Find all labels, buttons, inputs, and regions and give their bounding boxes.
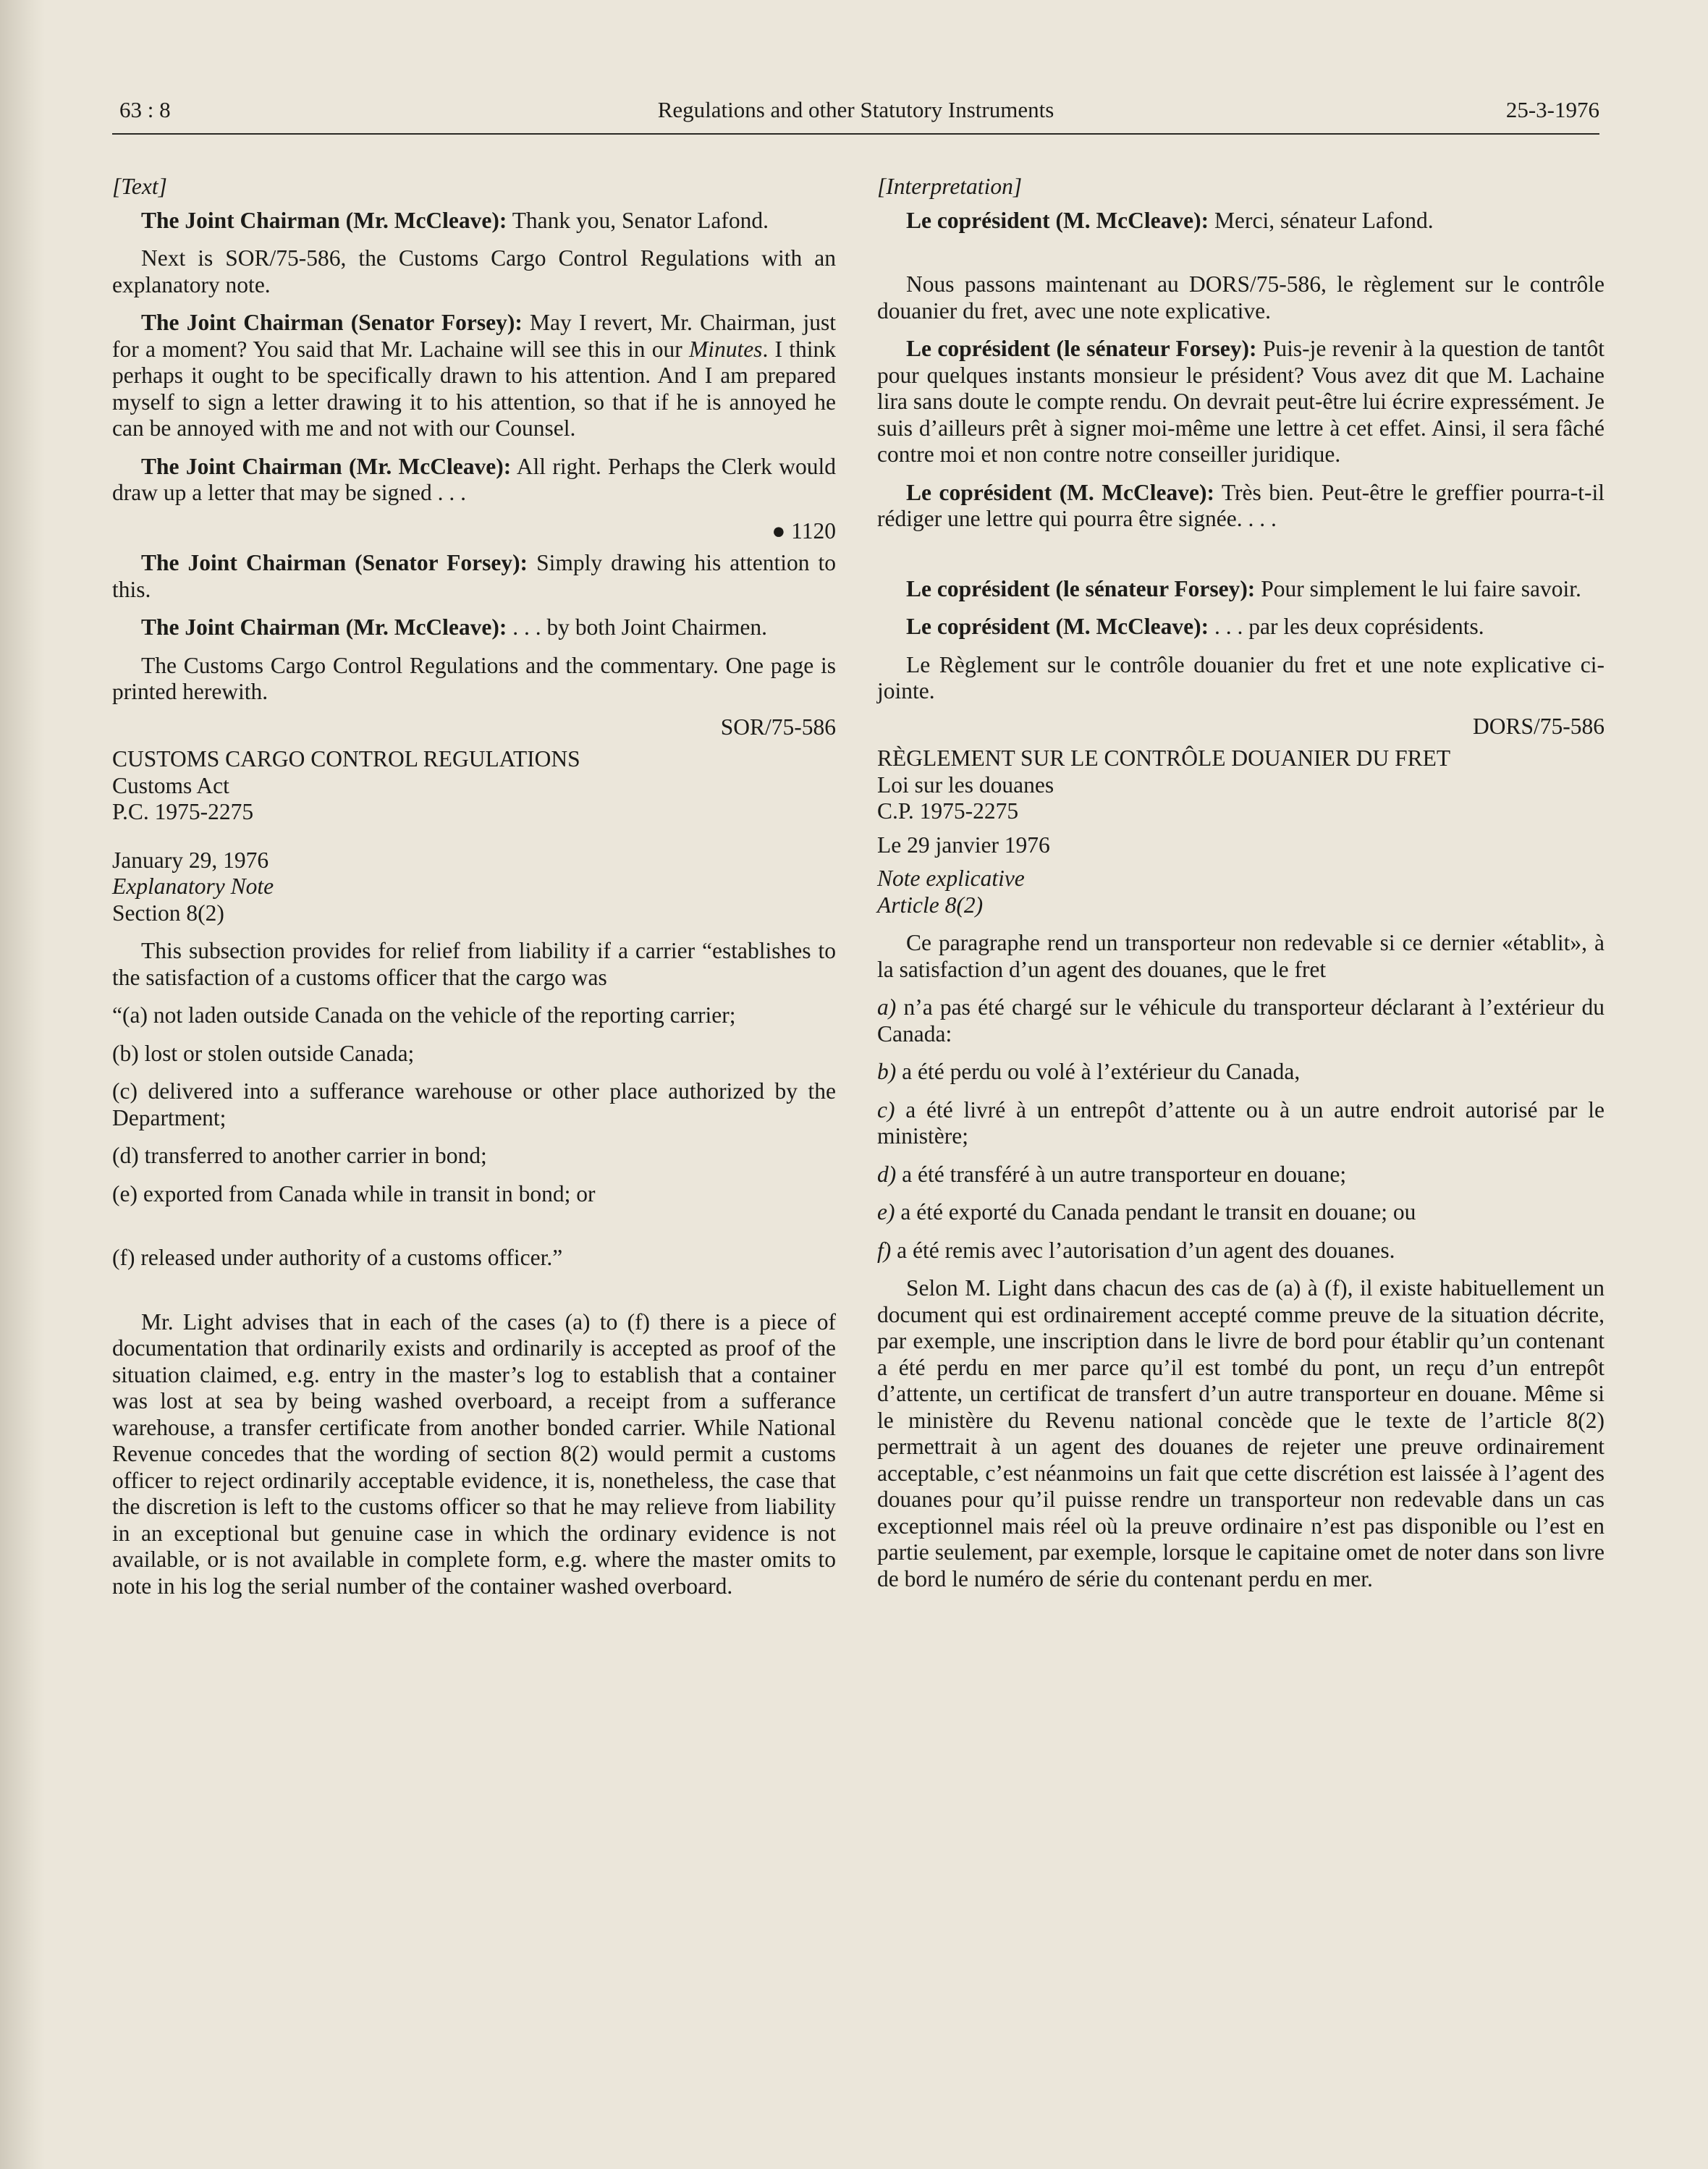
paragraph [112,310,836,442]
list-item [877,1097,1605,1150]
speech-text: All right. Perhaps the Clerk would draw up a letter that may be signed . . . [112,453,836,505]
speech-text: . . . by both Joint Chairmen. [512,614,767,640]
paragraph: Next is SOR/75-586, the Customs Cargo Control Regulations with an explanatory note. [112,245,836,297]
speaker-label: The Joint Chairman (Mr. McCleave): [141,614,507,640]
item-letter: f) [877,1237,892,1263]
item-text: n’a pas été chargé sur le véhicule du transporteur déclarant à l’extérieur du Canada: [877,994,1605,1047]
speaker-label: The Joint Chairman (Mr. McCleave): [141,207,507,233]
list-item [877,1238,1605,1264]
list-item [877,994,1605,1047]
note-label: Note explicative [877,866,1025,891]
page-header [112,97,1599,135]
minutes-italic: Minutes [688,336,763,362]
speech-text: . . . par les deux coprésidents. [1214,614,1484,639]
paragraph: This subsection provides for relief from liability if a carrier “establishes to the satisfaction of a customs officer that the cargo was [112,938,836,990]
list-item [877,1162,1605,1188]
item-text: a été perdu ou volé à l’extérieur du Canada, [896,1059,1301,1084]
speech-text: Très bien. Peut-être le greffier pourra-t-il rédiger une lettre qui pourra être signée. . . . [877,479,1605,531]
paragraph [112,550,836,603]
list-item [877,1059,1605,1086]
section-ref: Article 8(2) [877,892,984,918]
speaker-label: Le coprésident (le sénateur Forsey): [906,336,1257,361]
paragraph [112,208,836,234]
paragraph: Ce paragraphe rend un transporteur non redevable si ce dernier «établit», à la satisfaction d’un agent des douanes, que le fret [877,930,1605,982]
list-item: (b) lost or stolen outside Canada; [112,1040,415,1066]
page-binding-shadow [0,0,45,2169]
paragraph: Le Règlement sur le contrôle douanier du fret et une note explicative ci-jointe. [877,651,1605,703]
paragraph [112,454,836,507]
item-letter: b) [877,1059,897,1084]
item-letter: d) [877,1161,897,1187]
paragraph [877,614,1605,640]
speaker-label: The Joint Chairman (Senator Forsey): [141,550,528,575]
order-in-council: C.P. 1975-2275 [877,798,1019,824]
time-marker: ● 1120 [771,517,836,544]
item-text: a été transféré à un autre transporteur en douane; [896,1161,1347,1187]
item-text: a été livré à un entrepôt d’attente ou à un autre endroit autorisé par le ministère; [877,1096,1605,1149]
regulation-date: January 29, 1976 [112,847,269,873]
item-letter: e) [877,1199,895,1225]
speech-text: Thank you, Senator Lafond. [512,207,769,233]
speech-text: Puis-je revenir à la question de tantôt pour quelques instants monsieur le président? Vous avez dit que M. Lachaine lira sans doute le compte rendu. On devrait peut-être lui écrire expressément. Je suis d’ailleurs prêt à signer moi-même une lettre à cet effet. Ainsi, il sera fâché contre moi et non contre notre conseiller juridique. [877,336,1605,467]
act-name: Customs Act [112,772,229,798]
speaker-label: Le coprésident (M. McCleave): [906,614,1209,639]
text-tag: [Text] [112,174,167,199]
running-title: Regulations and other Statutory Instruments [657,97,1054,122]
paragraph: Selon M. Light dans chacun des cas de (a) à (f), il existe habituellement un document qui est ordinairement accepté comme preuve de la situation décrite, par exemple, une inscription dans le livre de bord pour établir qu’un contenant a été perdu en mer parce qu’il est tombé du pont, un reçu d’un entrepôt d’attente, un certificat de transfert d’un autre transporteur en douane. Même si le ministère du Revenu national concède que le texte de l’article 8(2) permettrait à un agent des douanes de rejeter une preuve ordinairement acceptable, c’est néanmoins un fait que cette discrétion est laissée à l’agent des douanes pour qu’il puisse rendre un transporteur non redevable dans un cas exceptionnel mais réel où la preuve ordinaire n’est pas disponible ou l’est en partie seulement, par exemple, lorsque le capitaine omet de noter dans son livre de bord le numéro de série du contenant perdu en mer. [877,1275,1605,1591]
regulation-title: CUSTOMS CARGO CONTROL REGULATIONS [112,746,580,771]
english-column [112,174,836,1599]
french-column [877,174,1605,1592]
paragraph [112,614,836,641]
paragraph: The Customs Cargo Control Regulations and the commentary. One page is printed herewith. [112,652,836,704]
speech-text: Pour simplement le lui faire savoir. [1261,575,1581,601]
paragraph [877,336,1605,468]
list-item: (d) transferred to another carrier in bond; [112,1143,487,1168]
paragraph: Mr. Light advises that in each of the cases (a) to (f) there is a piece of documentation that ordinarily exists and ordinarily is accepted as proof of the situation claimed, e.g. entry in the master’s log to establish that a container was lost at sea by being washed overboard, a receipt from a sufferance warehouse, a transfer certificate from another bonded carrier. While National Revenue concedes that the wording of section 8(2) would permit a customs officer to reject ordinarily acceptable evidence, it is, nonetheless, the case that the discretion is left to the customs officer so that he may relieve from liability in an exceptional but genuine case in which the ordinary evidence is not available, or is not available in complete form, e.g. where the master omits to note in his log the serial number of the container washed overboard. [112,1308,836,1599]
item-letter: c) [877,1096,895,1122]
page-number: 63 : 8 [119,97,171,122]
regulation-title: RÈGLEMENT SUR LE CONTRÔLE DOUANIER DU FRET [877,745,1451,771]
item-letter: a) [877,994,897,1020]
sor-reference: SOR/75-586 [720,714,836,740]
regulation-date: Le 29 janvier 1976 [877,832,1050,858]
speaker-label: Le coprésident (le sénateur Forsey): [906,575,1256,601]
list-item [877,1199,1605,1226]
speech-text: May I revert, Mr. Chairman, just for a moment? You said that Mr. Lachaine will see this in our [112,310,836,362]
item-text: a été remis avec l’autorisation d’un agent des douanes. [891,1237,1395,1263]
list-item: (f) released under authority of a customs officer.” [112,1245,563,1270]
list-item: “(a) not laden outside Canada on the vehicle of the reporting carrier; [112,1002,736,1028]
paragraph [877,480,1605,533]
speaker-label: The Joint Chairman (Senator Forsey): [141,310,523,335]
speech-text: Simply drawing his attention to this. [112,550,837,602]
speaker-label: Le coprésident (M. McCleave): [906,479,1214,505]
paragraph: Nous passons maintenant au DORS/75-586, le règlement sur le contrôle douanier du fret, avec une note explicative. [877,271,1605,324]
item-text: a été exporté du Canada pendant le transit en douane; ou [895,1199,1416,1225]
list-item: (e) exported from Canada while in transit in bond; or [112,1180,596,1206]
header-date: 25-3-1976 [1505,97,1599,122]
order-in-council: P.C. 1975-2275 [112,799,254,824]
act-name: Loi sur les douanes [877,771,1054,798]
section-ref: Section 8(2) [112,900,224,926]
dors-reference: DORS/75-586 [1472,713,1605,739]
speaker-label: The Joint Chairman (Mr. McCleave): [141,453,512,479]
list-item: (c) delivered into a sufferance warehouse or other place authorized by the Department; [112,1078,836,1130]
note-label: Explanatory Note [112,874,274,899]
paragraph [877,208,1605,234]
speech-text: . I think perhaps it ought to be specifically drawn to his attention. And I am prepared myself to sign a letter drawing it to his attention, so that if he is annoyed he can be annoyed with me and not with our Counsel. [112,336,836,441]
paragraph [877,576,1605,603]
speaker-label: Le coprésident (M. McCleave): [906,207,1209,233]
interpretation-tag: [Interpretation] [877,174,1023,199]
speech-text: Merci, sénateur Lafond. [1214,207,1434,233]
